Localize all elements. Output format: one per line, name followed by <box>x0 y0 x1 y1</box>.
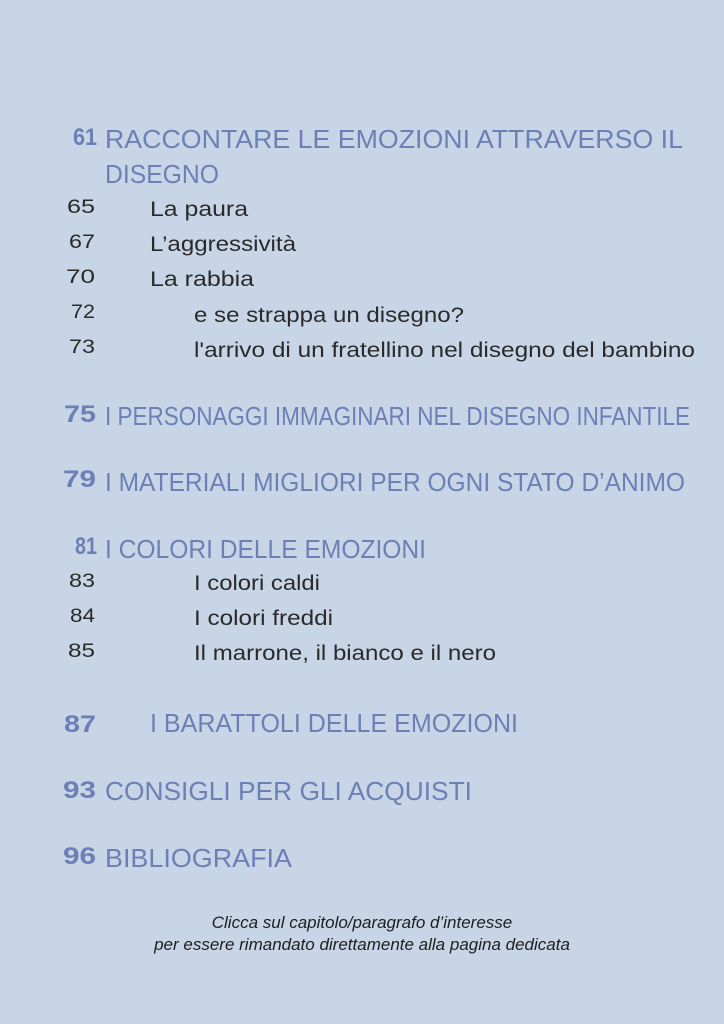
toc-chapter-87[interactable]: I BARATTOLI DELLE EMOZIONI <box>150 708 518 738</box>
toc-section-72[interactable]: e se strappa un disegno? <box>194 304 464 327</box>
toc-chapter-61-cont[interactable]: DISEGNO <box>105 159 219 189</box>
toc-section-67[interactable]: L’aggressività <box>150 233 296 256</box>
toc-page-81[interactable]: 81 <box>75 533 97 560</box>
toc-chapter-81[interactable]: I COLORI DELLE EMOZIONI <box>105 534 426 564</box>
footer-instruction-line2: per essere rimandato direttamente alla pagina dedicata <box>154 935 570 954</box>
footer-instruction-line1: Clicca sul capitolo/paragrafo d’interesse <box>211 913 513 932</box>
toc-section-84[interactable]: I colori freddi <box>194 607 333 630</box>
toc-page-65[interactable]: 65 <box>67 197 95 218</box>
toc-section-73[interactable]: l'arrivo di un fratellino nel disegno del bambino <box>194 339 695 362</box>
toc-page-84[interactable]: 84 <box>70 606 95 627</box>
toc-page-79[interactable]: 79 <box>63 466 96 493</box>
toc-page-67[interactable]: 67 <box>69 232 95 253</box>
toc-section-65[interactable]: La paura <box>150 198 248 221</box>
toc-chapter-93[interactable]: CONSIGLI PER GLI ACQUISTI <box>105 776 472 806</box>
toc-section-85[interactable]: Il marrone, il bianco e il nero <box>194 642 496 665</box>
toc-chapter-61[interactable]: RACCONTARE LE EMOZIONI ATTRAVERSO IL <box>105 124 683 154</box>
toc-page-83[interactable]: 83 <box>69 571 95 592</box>
toc-page-61[interactable]: 61 <box>73 124 97 151</box>
toc-chapter-96[interactable]: BIBLIOGRAFIA <box>105 843 292 873</box>
toc-page-72[interactable]: 72 <box>71 302 95 323</box>
toc-section-83[interactable]: I colori caldi <box>194 572 320 595</box>
toc-page-85[interactable]: 85 <box>68 641 95 662</box>
toc-page-73[interactable]: 73 <box>69 337 95 358</box>
toc-chapter-79[interactable]: I MATERIALI MIGLIORI PER OGNI STATO D’ANIMO <box>105 467 685 497</box>
toc-page-96[interactable]: 96 <box>63 843 96 870</box>
toc-chapter-75[interactable]: I PERSONAGGI IMMAGINARI NEL DISEGNO INFANTILE <box>105 401 690 431</box>
toc-page-75[interactable]: 75 <box>64 401 96 428</box>
toc-section-70[interactable]: La rabbia <box>150 268 254 291</box>
toc-page-70[interactable]: 70 <box>66 267 95 288</box>
toc-page-87[interactable]: 87 <box>64 711 96 738</box>
toc-page-93[interactable]: 93 <box>63 777 96 804</box>
